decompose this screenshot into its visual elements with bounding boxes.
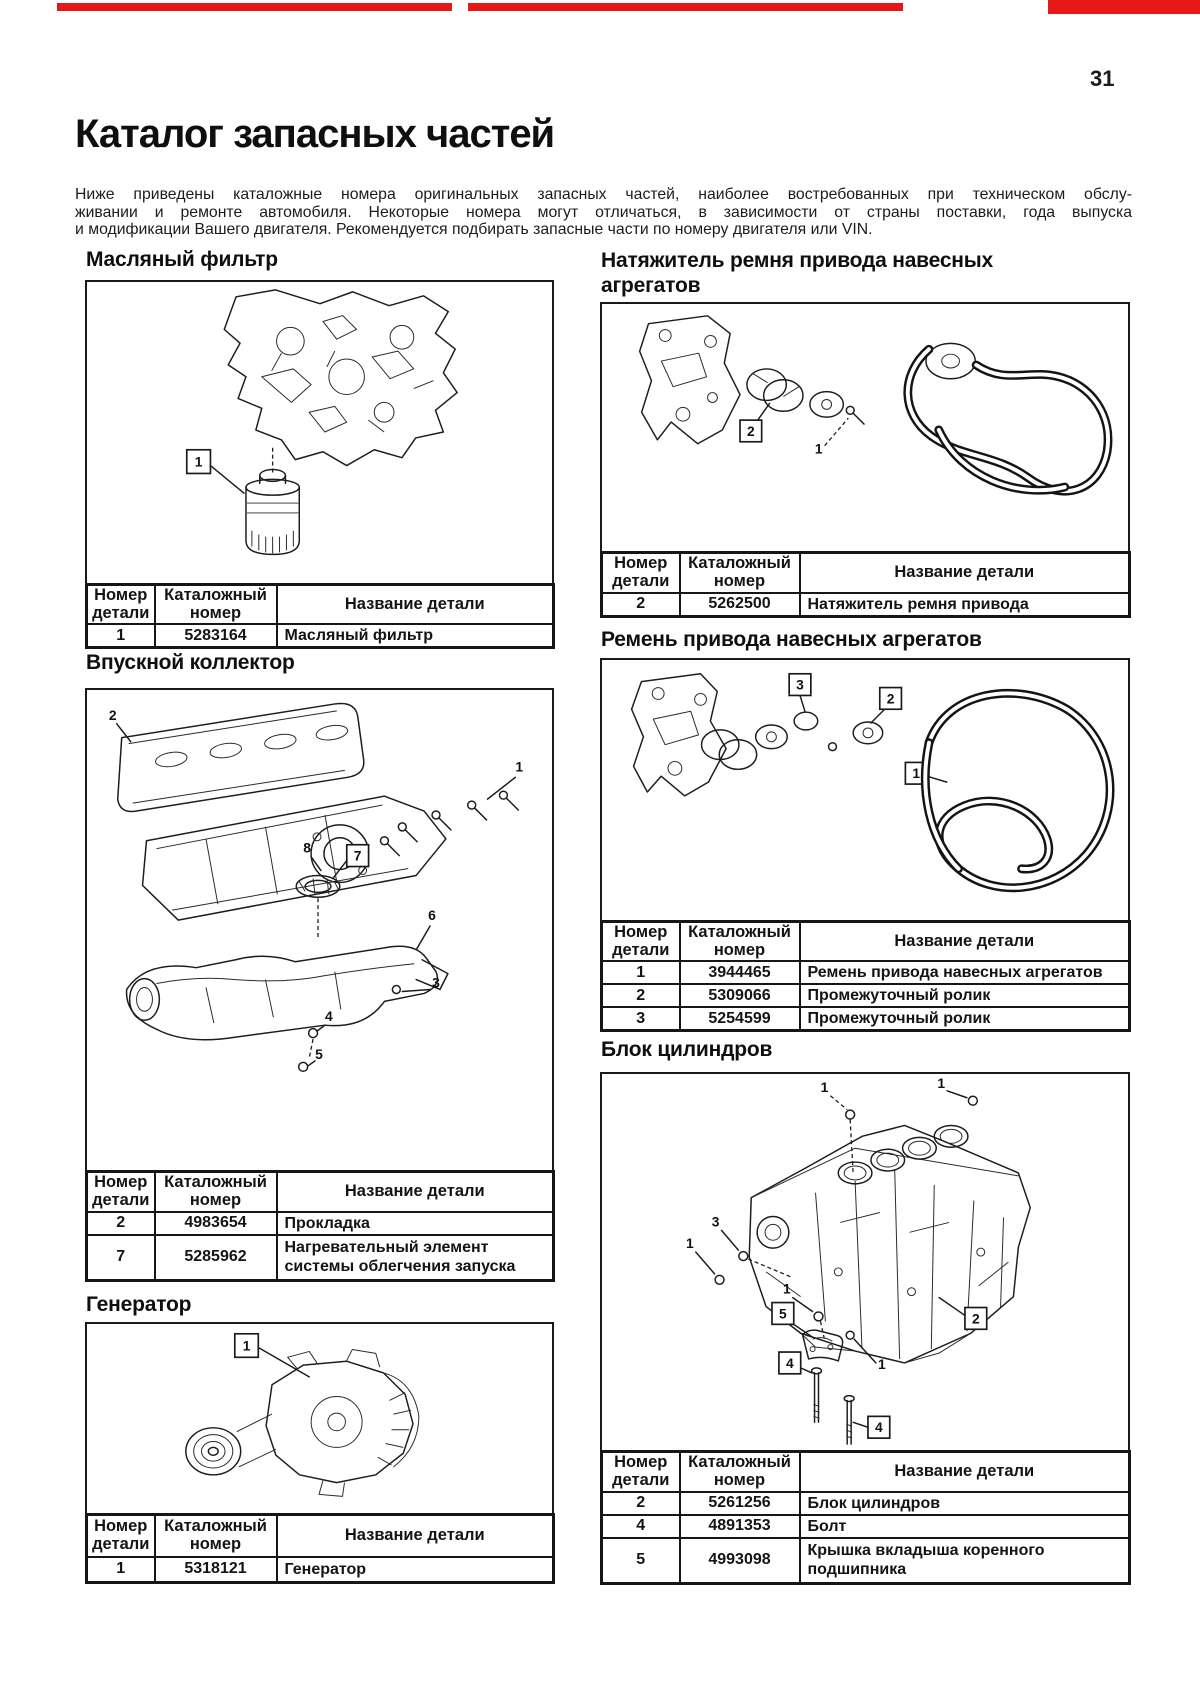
part-name-cell: Ремень привода навесных агрегатов <box>800 961 1130 984</box>
table-header-row <box>602 553 1130 593</box>
table-header-row <box>602 922 1130 962</box>
table-row <box>602 1515 1130 1538</box>
callout-label: 1 <box>515 758 524 775</box>
belt-tensioner-diagram <box>602 304 1128 551</box>
screw-set <box>380 791 518 855</box>
red-scan-block-right <box>1048 0 1200 14</box>
section-heading-generator: Генератор <box>86 1293 192 1316</box>
callout-2 <box>740 403 770 441</box>
callout-label: 8 <box>303 839 311 856</box>
col-header-part-no: Номер детали <box>602 922 680 962</box>
callout-3 <box>712 1213 739 1250</box>
part-name-cell: Нагревательный элемент системы облегчения запуска <box>277 1235 554 1281</box>
callout-1-top-center <box>821 1079 848 1110</box>
callout-label: 1 <box>782 1280 791 1297</box>
part-number-cell: 4 <box>602 1515 680 1538</box>
callout-label: 2 <box>971 1310 980 1327</box>
callout-label: 1 <box>814 441 823 457</box>
parts-table-drive-belt <box>600 920 1131 1032</box>
part-number-cell: 2 <box>602 593 680 617</box>
figure-oil-filter <box>85 280 554 585</box>
table-row <box>87 1557 554 1583</box>
part-number-cell: 2 <box>602 984 680 1007</box>
part-name-cell: Генератор <box>277 1557 554 1583</box>
part-name-cell: Крышка вкладыша коренного подшипника <box>800 1538 1130 1584</box>
part-number-cell: 1 <box>87 1557 155 1583</box>
callout-label: 2 <box>886 691 895 707</box>
intake-manifold-diagram <box>87 690 552 1170</box>
callout-label: 4 <box>325 1008 333 1025</box>
col-header-part-name: Название детали <box>277 1515 554 1557</box>
drive-belt-diagram <box>602 660 1128 920</box>
catalog-number-cell: 5254599 <box>680 1007 800 1031</box>
parts-table-cylinder-block <box>600 1450 1131 1585</box>
col-header-part-name: Название детали <box>800 922 1130 962</box>
callout-label: 2 <box>108 706 117 723</box>
figure-cylinder-block <box>600 1072 1130 1452</box>
callout-label: 3 <box>432 974 440 991</box>
catalog-number-cell: 5318121 <box>155 1557 277 1583</box>
callout-2 <box>939 1298 986 1330</box>
intro-line-1: Ниже приведены каталожные номера оригинальных запасных частей, наиболее востребованных при техническом обслу- <box>75 186 1132 203</box>
callout-label: 1 <box>194 453 203 470</box>
section-heading-belt-tensioner: Натяжитель ремня привода навесных агрегатов <box>601 249 993 297</box>
catalog-number-cell: 4993098 <box>680 1538 800 1584</box>
catalog-number-cell: 5262500 <box>680 593 800 617</box>
part-name-cell: Болт <box>800 1515 1130 1538</box>
table-header-row <box>602 1452 1130 1492</box>
callout-label: 3 <box>711 1213 720 1230</box>
red-scan-bar-middle <box>468 3 903 11</box>
callout-1 <box>235 1334 309 1377</box>
part-number-cell: 2 <box>602 1492 680 1515</box>
generator-diagram <box>87 1324 552 1513</box>
catalog-number-cell: 3944465 <box>680 961 800 984</box>
callout-label: 1 <box>877 1355 886 1372</box>
col-header-part-no: Номер детали <box>87 585 155 625</box>
intro-paragraph <box>75 186 1132 239</box>
callout-label: 4 <box>875 1419 883 1436</box>
catalog-number-cell: 5261256 <box>680 1492 800 1515</box>
part-number-cell: 1 <box>602 961 680 984</box>
red-scan-bar-left <box>57 3 452 11</box>
callout-1-bottom <box>854 1339 886 1372</box>
col-header-part-name: Название детали <box>800 553 1130 593</box>
callout-label: 1 <box>937 1074 946 1091</box>
callout-1 <box>187 450 244 493</box>
table-row <box>602 1007 1130 1031</box>
parts-table-generator <box>85 1513 555 1584</box>
parts-table-intake-manifold <box>85 1170 555 1282</box>
page-number: 31 <box>1090 66 1115 91</box>
part-name-cell: Масляный фильтр <box>277 624 554 648</box>
callout-1-top-right <box>937 1075 967 1098</box>
page-title: Каталог запасных частей <box>75 112 555 156</box>
catalog-number-cell: 5309066 <box>680 984 800 1007</box>
col-header-catalog-no: Каталожный номер <box>155 1515 277 1557</box>
col-header-catalog-no: Каталожный номер <box>680 922 800 962</box>
callout-label: 1 <box>820 1078 829 1095</box>
callout-4-left <box>779 1352 812 1374</box>
section-heading-oil-filter: Масляный фильтр <box>86 248 278 271</box>
table-header-row <box>87 1515 554 1557</box>
callout-1-left <box>686 1235 715 1274</box>
catalog-number-cell: 4983654 <box>155 1212 277 1235</box>
col-header-part-name: Название детали <box>277 1172 554 1212</box>
part-number-cell: 2 <box>87 1212 155 1235</box>
part-name-cell: Промежуточный ролик <box>800 1007 1130 1031</box>
table-row <box>602 961 1130 984</box>
col-header-part-name: Название детали <box>800 1452 1130 1492</box>
table-header-row <box>87 585 554 625</box>
callout-label: 5 <box>315 1045 323 1062</box>
callout-label: 1 <box>242 1338 251 1354</box>
col-header-catalog-no: Каталожный номер <box>155 585 277 625</box>
parts-table-oil-filter <box>85 583 555 649</box>
part-number-cell: 7 <box>87 1235 155 1281</box>
callout-3 <box>789 674 811 711</box>
col-header-catalog-no: Каталожный номер <box>680 553 800 593</box>
callout-2 <box>109 707 131 742</box>
table-row <box>602 593 1130 617</box>
callout-label: 7 <box>353 847 362 864</box>
col-header-part-no: Номер детали <box>87 1172 155 1212</box>
figure-intake-manifold <box>85 688 554 1172</box>
part-number-cell: 5 <box>602 1538 680 1584</box>
callout-7 <box>333 845 369 879</box>
table-row <box>602 1492 1130 1515</box>
callout-label: 3 <box>796 677 804 693</box>
catalog-number-cell: 5285962 <box>155 1235 277 1281</box>
table-header-row <box>87 1172 554 1212</box>
callout-3 <box>402 975 440 992</box>
callout-label: 1 <box>686 1235 694 1252</box>
col-header-catalog-no: Каталожный номер <box>680 1452 800 1492</box>
figure-belt-tensioner <box>600 302 1130 553</box>
intro-line-3: и модификации Вашего двигателя. Рекомендуется подбирать запасные части по номеру двигателя или VIN. <box>75 221 873 239</box>
catalog-number-cell: 5283164 <box>155 624 277 648</box>
table-row <box>602 1538 1130 1584</box>
catalog-number-cell: 4891353 <box>680 1515 800 1538</box>
part-number-cell: 1 <box>87 624 155 648</box>
table-row <box>602 984 1130 1007</box>
section-heading-drive-belt: Ремень привода навесных агрегатов <box>601 628 982 651</box>
part-number-cell: 3 <box>602 1007 680 1031</box>
callout-1 <box>815 418 848 456</box>
table-row <box>87 1235 554 1281</box>
part-name-cell: Натяжитель ремня привода <box>800 593 1130 617</box>
col-header-part-name: Название детали <box>277 585 554 625</box>
figure-drive-belt <box>600 658 1130 922</box>
callout-5 <box>308 1046 323 1066</box>
col-header-catalog-no: Каталожный номер <box>155 1172 277 1212</box>
section-heading-intake-manifold: Впускной коллектор <box>86 651 295 674</box>
callout-4-right <box>853 1416 890 1438</box>
callout-label: 6 <box>428 907 436 924</box>
part-name-cell: Прокладка <box>277 1212 554 1235</box>
figure-generator <box>85 1322 554 1515</box>
oil-filter-diagram <box>87 282 552 583</box>
intro-line-2: живании и ремонте автомобиля. Некоторые номера могут отличаться, в зависимости от страны поставки, года выпуска <box>75 203 1132 221</box>
callout-label: 5 <box>779 1305 787 1322</box>
callout-4 <box>317 1008 333 1031</box>
section-heading-cylinder-block: Блок цилиндров <box>601 1038 773 1061</box>
callout-label: 1 <box>912 766 921 782</box>
callout-label: 4 <box>785 1354 794 1371</box>
table-row <box>87 624 554 648</box>
part-name-cell: Блок цилиндров <box>800 1492 1130 1515</box>
parts-table-belt-tensioner <box>600 551 1131 618</box>
callout-label: 2 <box>747 423 755 439</box>
col-header-part-no: Номер детали <box>602 1452 680 1492</box>
col-header-part-no: Номер детали <box>602 553 680 593</box>
callout-1 <box>488 758 524 799</box>
table-row <box>87 1212 554 1235</box>
cylinder-block-diagram <box>602 1074 1128 1450</box>
callout-2 <box>871 688 902 723</box>
col-header-part-no: Номер детали <box>87 1515 155 1557</box>
callout-6 <box>416 907 436 950</box>
part-name-cell: Промежуточный ролик <box>800 984 1130 1007</box>
